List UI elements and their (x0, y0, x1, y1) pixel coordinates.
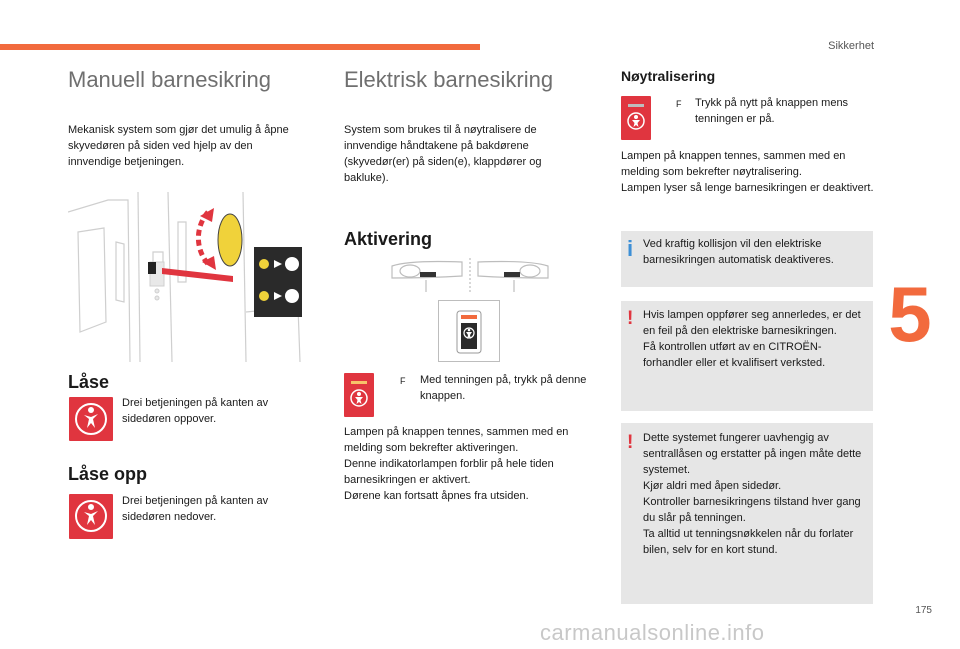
activation-bullet-mark: F (400, 376, 406, 386)
door-lock-diagram (68, 192, 308, 362)
chapter-number: 5 (888, 270, 932, 358)
dashboard-illustration (390, 256, 550, 296)
manual-child-lock-intro: Mekanisk system som gjør det umulig å åpne skyvedøren på siden ved hjelp av den innvendige betjeningen. (68, 124, 289, 168)
manual-child-lock-title: Manuell barnesikring (68, 67, 271, 92)
watermark: carmanualsonline.info (540, 620, 765, 645)
neutralisation-heading: Nøytralisering (621, 68, 716, 84)
child-lock-icon (69, 397, 113, 441)
neutralisation-description: Lampen på knappen tennes, sammen med en melding som bekrefter nøytralisering. Lampen lyser så lenge barnesikringen er deaktivert. (621, 150, 874, 194)
warning-note-1-text: Hvis lampen oppfører seg annerledes, er det en feil på den elektriske barnesikringen. Få kontrollen utført av en CITROËN-forhandler eller et kvalifisert verksted. (643, 309, 861, 369)
unlock-heading: Låse opp (68, 464, 148, 484)
top-accent-bar (0, 44, 480, 50)
warning-note-2-text: Dette systemet fungerer uavhengig av sentrallåsen og erstatter på ingen måte dette systemet. Kjør aldri med åpen sidedør. Kontroller barnesikringens tilstand hver gang du slår på tenningen. Ta alltid ut tenningsnøkkelen når du forlater bilen, selv for en kort stund. (643, 432, 862, 556)
electric-child-lock-intro: System som brukes til å nøytralisere de innvendige håndtakene på bakdørene (skyvedør(er) på siden(e), klappdører og bakluke). (344, 124, 542, 184)
warning-note-box-1 (621, 301, 873, 411)
electric-child-lock-title: Elektrisk barnesikring (344, 67, 554, 92)
dashboard-diagram (390, 256, 550, 296)
neutralisation-bullet-mark: F (676, 99, 682, 109)
section-name: Sikkerhet (828, 40, 874, 52)
child-lock-button-icon (344, 373, 374, 417)
activation-description: Lampen på knappen tennes, sammen med en melding som bekrefter aktiveringen. Denne indikatorlampen forblir på hele tiden barnesikringen er aktivert. Dørene kan fortsatt åpnes fra utsiden. (344, 426, 569, 502)
lock-heading: Låse (68, 372, 110, 392)
lock-instruction: Drei betjeningen på kanten av sidedøren oppover. (122, 397, 269, 425)
activation-button-illustration (438, 300, 500, 362)
info-icon: i (627, 236, 634, 261)
page-number: 175 (915, 605, 932, 616)
child-unlock-icon (69, 494, 113, 539)
info-note-text: Ved kraftig kollisjon vil den elektriske barnesikringen automatisk deaktiveres. (643, 238, 834, 266)
neutralisation-instruction: Trykk på nytt på knappen mens tenningen er på. (695, 97, 849, 125)
neutralise-button-icon (621, 96, 651, 140)
warning-icon: ! (627, 308, 634, 329)
info-note-box (621, 231, 873, 287)
warning-icon: ! (627, 432, 634, 453)
activation-instruction: Med tenningen på, trykk på denne knappen. (420, 374, 587, 402)
activation-heading: Aktivering (344, 229, 433, 249)
door-illustration (68, 192, 308, 362)
warning-note-box-2 (621, 423, 873, 604)
unlock-instruction: Drei betjeningen på kanten av sidedøren nedover. (122, 495, 269, 523)
